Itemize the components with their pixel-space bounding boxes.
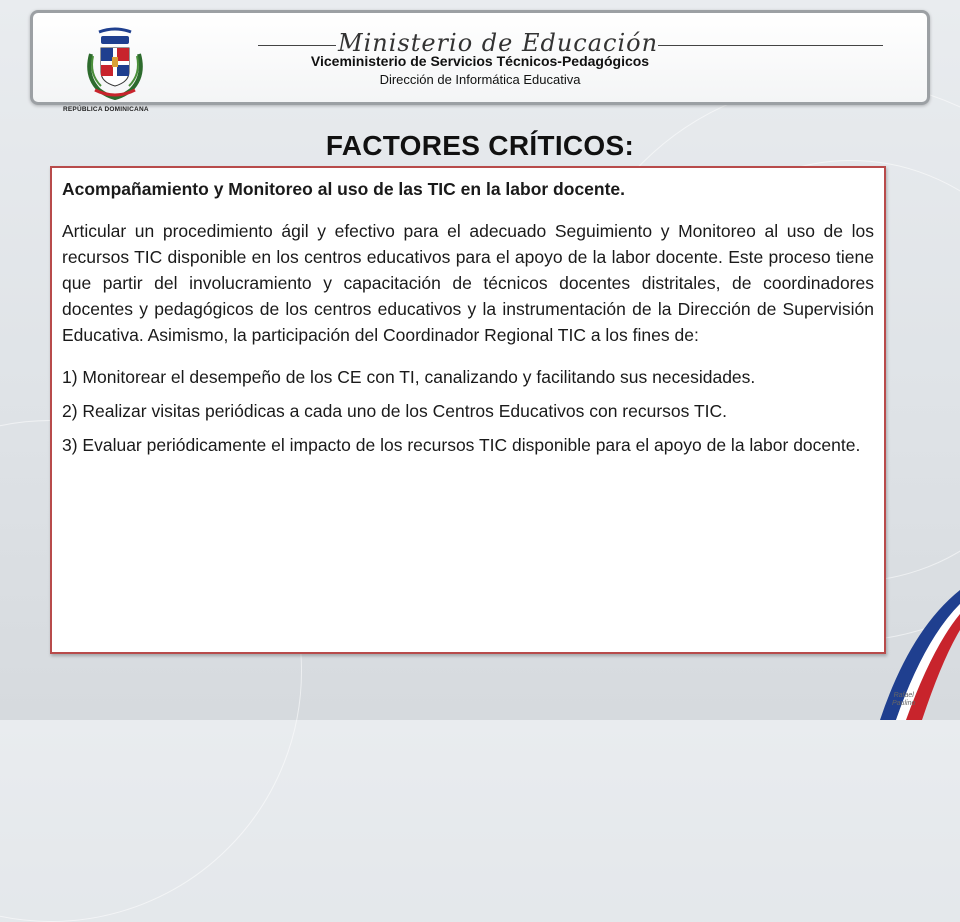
direction-name: Dirección de Informática Educativa <box>379 72 581 87</box>
body-paragraph: Articular un procedimiento ágil y efectivo para el adecuado Seguimiento y Monitoreo al uso de los recursos TIC disponible en los centros educativos para el apoyo de la labor docente. Este proceso tiene que partir del involucramiento y capacitación de técnicos docentes distritales, de coordinadores docentes y pedagógicos de los centros educativos y la instrumentación de la Dirección de Supervisión Educativa. Asimismo, la participación del Coordinador Regional TIC a los fines de: <box>62 221 874 345</box>
page-title: FACTORES CRÍTICOS: <box>325 130 635 161</box>
section-subtitle: Acompañamiento y Monitoreo al uso de las TIC en la labor docente. <box>62 179 626 199</box>
decorative-rule <box>658 45 883 46</box>
list-item: 3) Evaluar periódicamente el impacto de los recursos TIC disponible para el apoyo de la labor docente. <box>62 435 861 455</box>
country-label: REPÚBLICA DOMINICANA <box>63 106 149 113</box>
ministry-title: Ministerio de Educación <box>338 29 659 57</box>
signature <box>892 692 915 708</box>
list-item: 2) Realizar visitas periódicas a cada uno de los Centros Educativos con recursos TIC. <box>62 401 727 421</box>
content-card <box>50 166 886 654</box>
list-item: 1) Monitorear el desempeño de los CE con TI, canalizando y facilitando sus necesidades. <box>62 367 756 387</box>
decorative-rule <box>258 45 336 46</box>
signature-line: Paulino <box>892 700 916 707</box>
vice-ministry: Viceministerio de Servicios Técnicos-Pedagógicos <box>310 53 650 69</box>
signature-line: Rafael <box>893 692 914 699</box>
